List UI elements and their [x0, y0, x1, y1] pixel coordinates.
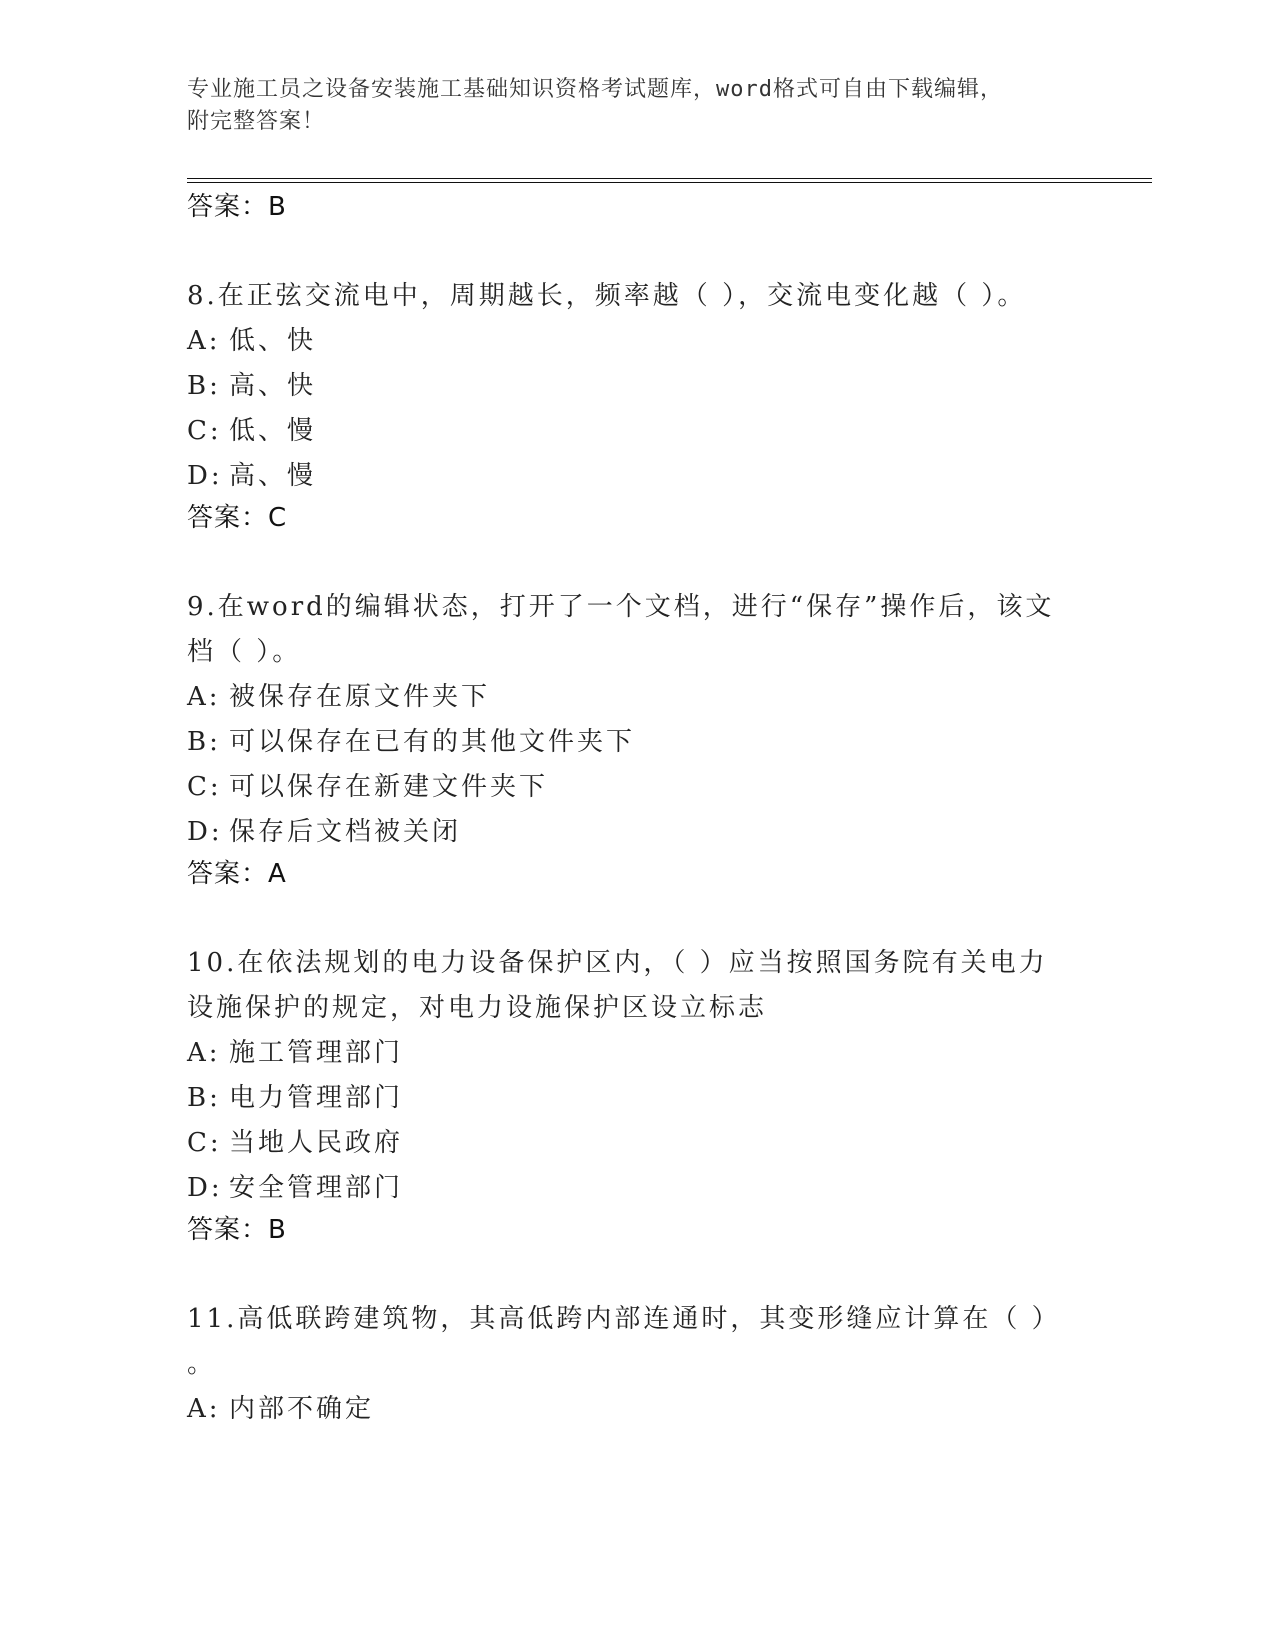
option-letter: C:: [187, 1128, 222, 1158]
option-a: [187, 1387, 1087, 1432]
option-b: [187, 720, 1087, 765]
option-text: 施工管理部门: [229, 1038, 404, 1068]
option-letter: B:: [187, 1083, 221, 1113]
option-b: [187, 364, 1087, 409]
option-letter: A:: [187, 682, 221, 712]
option-text: 安全管理部门: [229, 1173, 404, 1203]
answer: 答案：A: [187, 859, 287, 889]
option-letter: B:: [187, 727, 221, 757]
question-text: 9.在word的编辑状态，打开了一个文档，进行“保存”操作后，该文: [187, 592, 1055, 622]
option-d: [187, 454, 1087, 499]
option-letter: C:: [187, 416, 222, 446]
option-text: 当地人民政府: [229, 1128, 404, 1158]
option-letter: B:: [187, 371, 221, 401]
question-11: [187, 1297, 1087, 1432]
option-letter: A:: [187, 1394, 221, 1424]
option-c: [187, 765, 1087, 810]
option-text: 电力管理部门: [229, 1083, 404, 1113]
option-text: 高、快: [229, 371, 317, 401]
option-text: 内部不确定: [229, 1394, 375, 1424]
header-divider-bottom: [187, 182, 1152, 183]
option-a: [187, 319, 1087, 364]
option-a: [187, 1031, 1087, 1076]
option-letter: A:: [187, 326, 221, 356]
option-text: 低、慢: [229, 416, 317, 446]
option-letter: D:: [187, 461, 223, 491]
document-header: [187, 74, 1087, 138]
option-b: [187, 1076, 1087, 1121]
question-text-continued: 。: [187, 1349, 217, 1379]
option-text: 可以保存在已有的其他文件夹下: [229, 727, 636, 757]
option-d: [187, 810, 1087, 855]
option-letter: C:: [187, 772, 222, 802]
answer: 答案：C: [187, 503, 288, 533]
option-d: [187, 1166, 1087, 1211]
answer: 答案：B: [187, 1215, 287, 1245]
previous-answer: 答案：B: [187, 192, 287, 222]
question-9: [187, 585, 1087, 891]
header-line-1: 专业施工员之设备安装施工基础知识资格考试题库，word格式可自由下载编辑，: [187, 77, 1003, 102]
option-text: 可以保存在新建文件夹下: [229, 772, 549, 802]
option-letter: A:: [187, 1038, 221, 1068]
header-divider-top: [187, 178, 1152, 179]
option-letter: D:: [187, 1173, 223, 1203]
option-a: [187, 675, 1087, 720]
header-line-2: 附完整答案！: [187, 109, 326, 134]
question-10: [187, 941, 1087, 1247]
option-text: 低、快: [229, 326, 317, 356]
option-text: 被保存在原文件夹下: [229, 682, 491, 712]
option-text: 高、慢: [229, 461, 317, 491]
question-text-continued: 设施保护的规定，对电力设施保护区设立标志: [187, 993, 768, 1023]
option-text: 保存后文档被关闭: [229, 817, 462, 847]
option-c: [187, 409, 1087, 454]
option-letter: D:: [187, 817, 223, 847]
question-text-continued: 档（ ）。: [187, 637, 302, 667]
option-c: [187, 1121, 1087, 1166]
question-8: [187, 274, 1087, 535]
question-text: 10.在依法规划的电力设备保护区内，（ ）应当按照国务院有关电力: [187, 948, 1048, 978]
question-list: [187, 190, 1087, 1432]
question-text: 11.高低联跨建筑物，其高低跨内部连通时，其变形缝应计算在（ ）: [187, 1304, 1061, 1334]
question-text: 8.在正弦交流电中，周期越长，频率越（ ），交流电变化越（ ）。: [187, 281, 1027, 311]
